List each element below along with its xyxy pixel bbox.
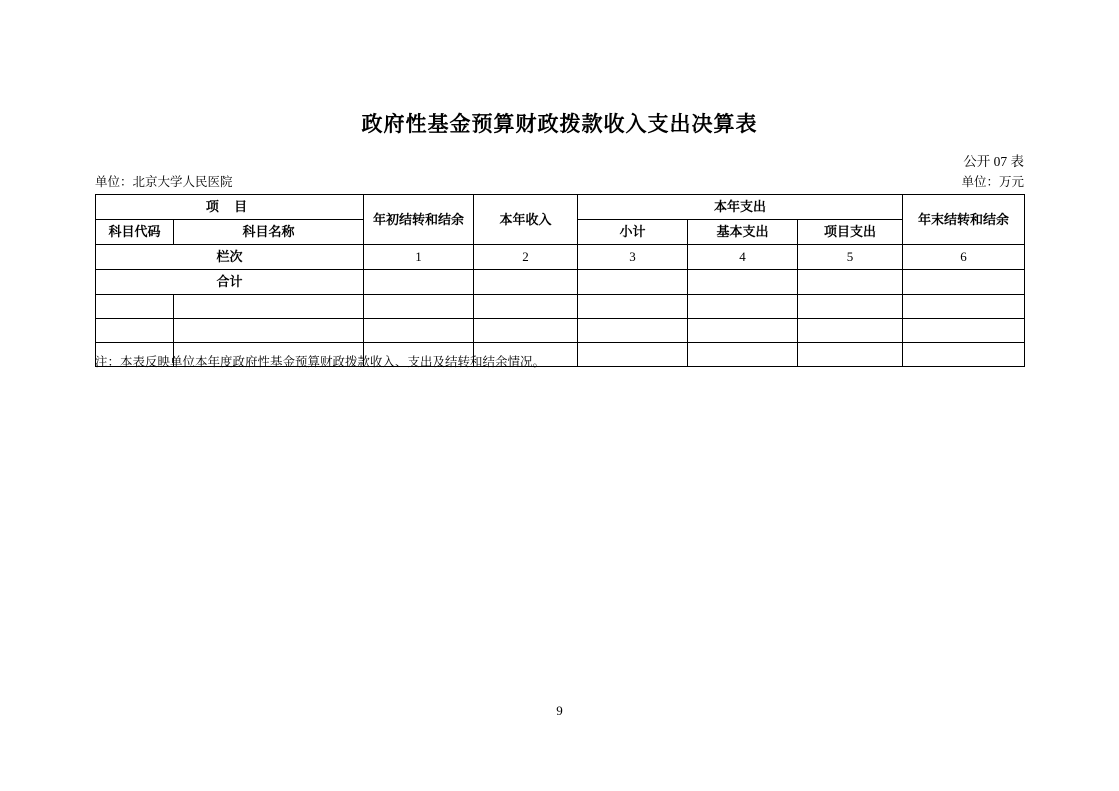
- cell-project-expenditure: [798, 295, 903, 319]
- column-number-6: 6: [903, 245, 1025, 270]
- total-value-2: [474, 270, 578, 295]
- header-subtotal: 小计: [578, 220, 688, 245]
- page-title: 政府性基金预算财政拨款收入支出决算表: [361, 112, 758, 136]
- total-value-3: [578, 270, 688, 295]
- table-header-row-1: [96, 195, 1025, 220]
- total-value-5: [798, 270, 903, 295]
- total-value-4: [688, 270, 798, 295]
- column-number-2: 2: [474, 245, 578, 270]
- table-note: 注：本表反映单位本年度政府性基金预算财政拨款收入、支出及结转和结余情况。: [95, 355, 546, 369]
- cell-project-expenditure: [798, 343, 903, 367]
- table-column-number-row: [96, 245, 1025, 270]
- cell-subject-code: [96, 295, 174, 319]
- column-number-label: 栏次: [96, 245, 364, 270]
- table-row: [96, 319, 1025, 343]
- total-value-1: [364, 270, 474, 295]
- cell-subject-name: [174, 319, 364, 343]
- header-beginning-balance: 年初结转和结余: [364, 195, 474, 245]
- header-project-expenditure: 项目支出: [798, 220, 903, 245]
- cell-basic-expenditure: [688, 319, 798, 343]
- cell-current-year-income: [474, 295, 578, 319]
- cell-ending-balance: [903, 319, 1025, 343]
- cell-ending-balance: [903, 343, 1025, 367]
- form-code-label: 公开 07 表: [963, 154, 1024, 169]
- cell-beginning-balance: [364, 295, 474, 319]
- header-subject-code: 科目代码: [96, 220, 174, 245]
- column-number-4: 4: [688, 245, 798, 270]
- cell-basic-expenditure: [688, 343, 798, 367]
- cell-current-year-income: [474, 319, 578, 343]
- table-total-row: [96, 270, 1025, 295]
- header-subject-name: 科目名称: [174, 220, 364, 245]
- budget-table: [95, 194, 1025, 367]
- header-expenditure-group: 本年支出: [578, 195, 903, 220]
- cell-basic-expenditure: [688, 295, 798, 319]
- header-current-year-income: 本年收入: [474, 195, 578, 245]
- cell-beginning-balance: [364, 319, 474, 343]
- cell-ending-balance: [903, 295, 1025, 319]
- cell-subtotal: [578, 295, 688, 319]
- column-number-5: 5: [798, 245, 903, 270]
- column-number-3: 3: [578, 245, 688, 270]
- cell-subject-code: [96, 319, 174, 343]
- page-number: 9: [556, 703, 563, 718]
- unit-name-label: 单位：北京大学人民医院: [95, 175, 233, 189]
- cell-subtotal: [578, 319, 688, 343]
- unit-measure-label: 单位：万元: [961, 175, 1024, 189]
- table-row: [96, 295, 1025, 319]
- header-basic-expenditure: 基本支出: [688, 220, 798, 245]
- header-ending-balance: 年末结转和结余: [903, 195, 1025, 245]
- cell-subject-name: [174, 295, 364, 319]
- cell-subtotal: [578, 343, 688, 367]
- column-number-1: 1: [364, 245, 474, 270]
- total-value-6: [903, 270, 1025, 295]
- cell-project-expenditure: [798, 319, 903, 343]
- header-item-group: 项 目: [96, 195, 364, 220]
- total-label: 合计: [96, 270, 364, 295]
